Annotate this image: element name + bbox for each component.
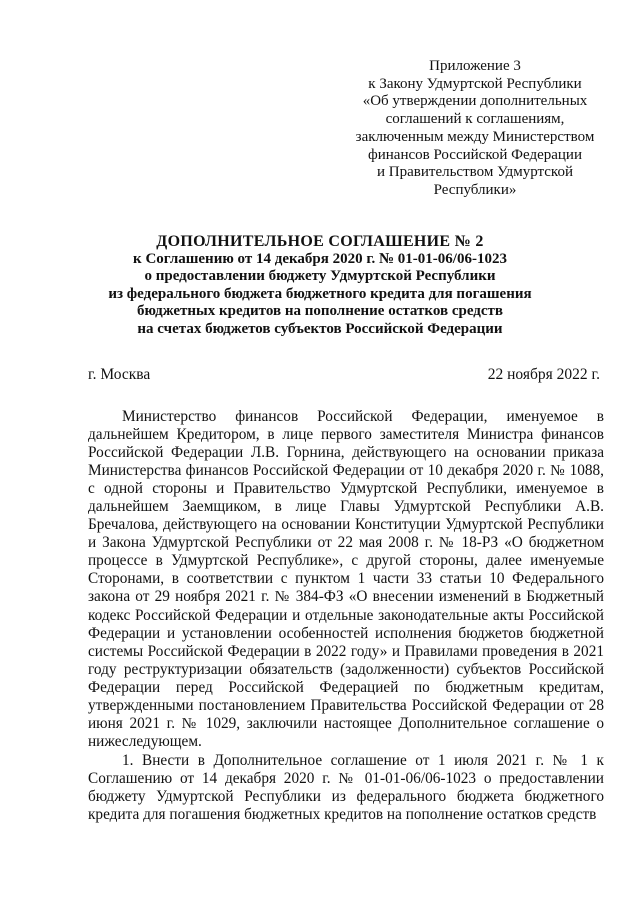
appendix-line: Приложение 3 [429,58,521,74]
appendix-line: Республики» [433,181,517,198]
preamble-paragraph [88,408,604,751]
appendix-line: заключенным между Министерством [355,128,595,145]
document-title [60,233,580,339]
title-line: на счетах бюджетов субъектов Российской Федерации [137,320,503,337]
title-line: о предоставлении бюджету Удмуртской Республики [144,268,496,285]
document-body [88,408,604,824]
title-line: бюджетных кредитов на пополнение остатков средств [137,303,503,320]
appendix-line: соглашений к соглашениям, [385,111,565,128]
agreement-date: 22 ноября 2022 г. [487,366,600,383]
appendix-line: «Об утверждении дополнительных [362,93,588,110]
appendix-line: и Правительством Удмуртской [377,164,573,181]
paragraph-text: 1. Внести в Дополнительное соглашение от 1 июля 2021 г. № 1 к Соглашению от 14 декабря 2020 г. № 01-01-06/06-1023 о предоставлении бюджету Удмуртской Республики из федерального бюджета бюджетного кредита для погашения бюджетных кредитов на пополнение остатков средств [88,751,604,824]
title-heading: ДОПОЛНИТЕЛЬНОЕ СОГЛАШЕНИЕ № 2 [156,233,484,250]
appendix-header [345,58,605,200]
title-line: из федерального бюджета бюджетного кредита для погашения [108,285,532,302]
place-of-signing: г. Москва [88,366,151,383]
clause-1-paragraph [88,752,604,824]
appendix-line: финансов Российской Федерации [368,146,582,163]
appendix-line: к Закону Удмуртской Республики [368,75,582,92]
title-line: к Соглашению от 14 декабря 2020 г. № 01-01-06/06-1023 [133,250,507,267]
paragraph-text: Министерство финансов Российской Федерации, именуемое в дальнейшем Кредитором, в лице первого заместителя Министра финансов Российской Федерации Л.В. Горнина, действующего на основании приказа Министерства финансов Российской Федерации от 10 декабря 2020 г. № 1088, с одной стороны и Правительство Удмуртской Республики, именуемое в дальнейшем Заемщиком, в лице Главы Удмуртской Республики А.В. Бречалова, действующего на основании Конституции Удмуртской Республики и Закона Удмуртской Республики от 22 мая 2008 г. № 18-РЗ «О бюджетном процессе в Удмуртской Республике», с другой стороны, далее именуемые Сторонами, в соответствии с пунктом 1 части 33 статьи 10 Федерального закона от 29 ноября 2021 г. № 384-ФЗ «О внесении изменений в Бюджетный кодекс Российской Федерации и отдельные законодательные акты Российской Федерации и установлении особенностей исполнения бюджетов бюджетной системы Российской Федерации в 2022 году» и Правилами проведения в 2021 году реструктуризации обязательств (задолженности) субъектов Российской Федерации перед Российской Федерацией по бюджетным кредитам, утвержденными постановлением Правительства Российской Федерации от 28 июня 2021 г. № 1029, заключили настоящее Дополнительное соглашение о нижеследующем. [88,408,604,750]
